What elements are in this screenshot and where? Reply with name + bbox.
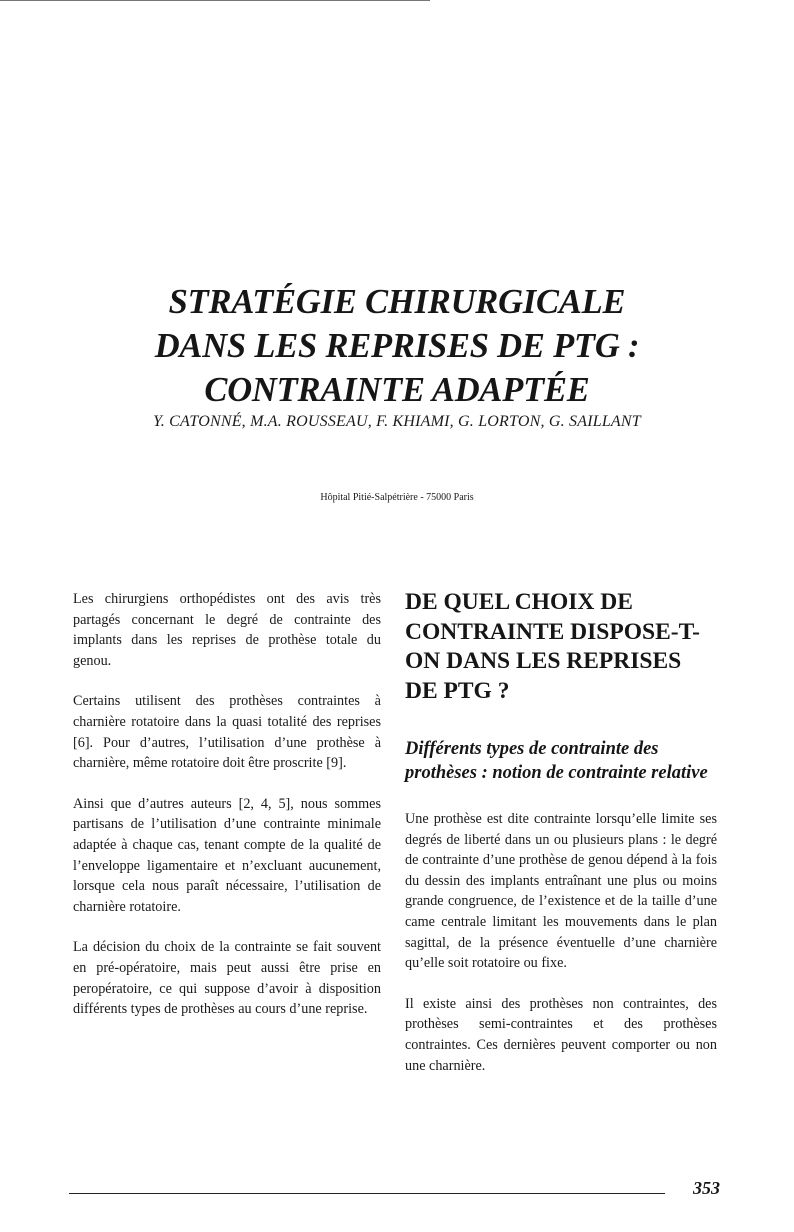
right-column	[405, 588, 717, 1096]
title-line-1: STRATÉGIE CHIRURGICALE	[168, 283, 626, 321]
left-column	[73, 589, 381, 1040]
top-rule	[0, 0, 430, 1]
left-paragraph-1: Les chirurgiens orthopédistes ont des avis très partagés concernant le degré de contrainte des implants dans les reprises de prothèse totale du genou.	[73, 591, 381, 669]
footer-rule	[69, 1193, 665, 1194]
left-paragraph-2: Certains utilisent des prothèses contraintes à charnière rotatoire dans la quasi totalité des reprises [6]. Pour d’autres, l’utilisation d’une prothèse à charnière, même rotatoire doit être proscrite [9].	[73, 693, 381, 772]
authors-line: Y. CATONNÉ, M.A. ROUSSEAU, F. KHIAMI, G. LORTON, G. SAILLANT	[153, 413, 641, 430]
title-line-3: CONTRAINTE ADAPTÉE	[204, 371, 590, 409]
subsection-heading: Différents types de contrainte des prothèses : notion de contrainte relative	[405, 739, 708, 783]
affiliation: Hôpital Pitié-Salpétrière - 75000 Paris	[320, 492, 474, 503]
right-paragraph-1: Une prothèse est dite contrainte lorsqu’elle limite ses degrés de liberté dans un ou plusieurs plans : le degré de contrainte d’une prothèse de genou dépend à la fois du dessin des implants entraînant une plus ou moins grande congruence, de l’existence et de la taille d’une came centrale limitant les mouvements dans le plan sagittal, de la présence éventuelle d’une charnière qu’elle soit rotatoire ou fixe.	[405, 811, 717, 972]
right-paragraph-2: Il existe ainsi des prothèses non contraintes, des prothèses semi-contraintes et des prothèses contraintes. Ces dernières peuvent comporter ou non une charnière.	[405, 995, 717, 1074]
page-number: 353	[693, 1178, 720, 1198]
left-paragraph-4: La décision du choix de la contrainte se fait souvent en pré-opératoire, mais peut aussi être prise en peropératoire, ce qui suppose d’avoir à disposition différents types de prothèses au cours d’une reprise.	[73, 939, 381, 1018]
left-paragraph-3: Ainsi que d’autres auteurs [2, 4, 5], nous sommes partisans de l’utilisation d’une contrainte minimale adaptée à chaque cas, tenant compte de la qualité de l’enveloppe ligamentaire et n’excluant aucunement, lorsque cela nous paraît nécessaire, l’utilisation de charnière rotatoire.	[73, 795, 381, 915]
section-heading: DE QUEL CHOIX DE CONTRAINTE DISPOSE-T-ON DANS LES REPRISES DE PTG ?	[405, 589, 700, 704]
title-line-2: DANS LES REPRISES DE PTG :	[154, 327, 640, 365]
article-title	[60, 280, 734, 412]
